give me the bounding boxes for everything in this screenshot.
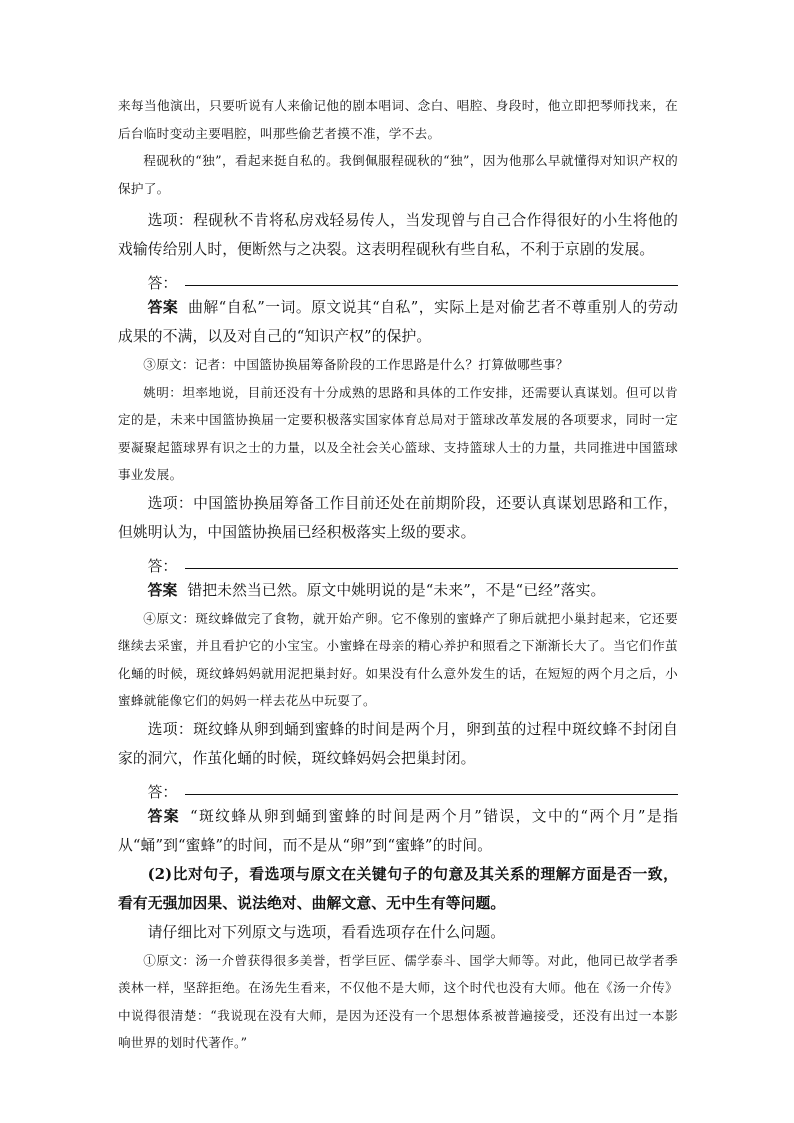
answer-underline[interactable] [185, 568, 678, 569]
option-paragraph: 选项：程砚秋不肯将私房戏轻易传人，当发现曾与自己合作得很好的小生将他的戏输传给别人时，便断然与之决裂。这表明程砚秋有些自私，不利于京剧的发展。 [118, 212, 678, 258]
answer-key-text: “斑纹蜂从卵到蛹到蜜蜂的时间是两个月”错误，文中的“两个月”是指从“蛹”到“蜜蜂”的时间，而不是从“卵”到“蜜蜂”的时间。 [118, 807, 678, 854]
answer-blank[interactable] [118, 547, 678, 576]
answer-key-label: 答案 [147, 807, 180, 825]
answer-key-label: 答案 [147, 299, 179, 316]
answer-underline[interactable] [185, 794, 678, 795]
quote-paragraph: 来每当他演出，只要听说有人来偷记他的剧本唱词、念白、唱腔、身段时，他立即把琴师找来，在后台临时变动主要唱腔，叫那些偷艺者摸不准，学不去。 [118, 98, 678, 141]
instruction-paragraph: 请仔细比对下列原文与选项，看看选项存在什么问题。 [147, 923, 506, 941]
document-page [118, 92, 678, 1057]
answer-key-paragraph [118, 802, 678, 860]
answer-label: 答： [147, 275, 178, 292]
answer-blank[interactable] [118, 264, 678, 293]
answer-key-text: 曲解“自私”一词。原文说其“自私”，实际上是对偷艺者不尊重别人的劳动成果的不满，以及对自己的“知识产权”的保护。 [118, 299, 678, 345]
quote-paragraph: 程砚秋的“独”，看起来挺自私的。我倒佩服程砚秋的“独”，因为他那么早就懂得对知识产权的保护了。 [118, 153, 678, 196]
method-heading-paragraph: (2)比对句子，看选项与原文在关键句子的句意及其关系的理解方面是否一致，看有无强加因果、说法绝对、曲解文意、无中生有等问题。 [118, 865, 678, 912]
answer-label: 答： [147, 557, 178, 575]
answer-key-paragraph [118, 293, 678, 351]
answer-underline[interactable] [185, 285, 678, 286]
quote-paragraph: ④原文：斑纹蜂做完了食物，就开始产卵。它不像别的蜜蜂产了卵后就把小巢封起来，它还要继续去采蜜，并且看护它的小宝宝。小蜜蜂在母亲的精心养护和照看之下渐渐长大了。当它们作茧化蛹的时候，斑纹蜂妈妈就用泥把巢封好。如果没有什么意外发生的话，在短短的两个月之后，小蜜蜂就能像它们的妈妈一样去花丛中玩耍了。 [118, 610, 678, 708]
quote-paragraph: ①原文：汤一介曾获得很多美誉，哲学巨匠、儒学泰斗、国学大师等。对此，他同已故学者季羡林一样，坚辞拒绝。在汤先生看来，不仅他不是大师，这个时代也没有大师。他在《汤一介传》中说得很清楚：“我说现在没有大师，是因为还没有一个思想体系被普遍接受，还没有出过一本影响世界的划时代著作。” [118, 952, 678, 1050]
option-paragraph: 选项：斑纹蜂从卵到蛹到蜜蜂的时间是两个月，卵到茧的过程中斑纹蜂不封闭自家的洞穴，作茧化蛹的时候，斑纹蜂妈妈会把巢封闭。 [118, 720, 678, 767]
quote-paragraph: 姚明：坦率地说，目前还没有十分成熟的思路和具体的工作安排，还需要认真谋划。但可以肯定的是，未来中国篮协换届一定要积极落实国家体育总局对于篮球改革发展的各项要求，同时一定要凝聚起篮球界有识之士的力量，以及全社会关心篮球、支持篮球人士的力量，共同推进中国篮球事业发展。 [118, 384, 678, 482]
answer-blank[interactable] [118, 773, 678, 802]
answer-key-label: 答案 [147, 581, 178, 599]
answer-key-text: 错把未然当已然。原文中姚明说的是“未来”，不是“已经”落实。 [187, 581, 606, 599]
option-paragraph: 选项：中国篮协换届筹备工作目前还处在前期阶段，还要认真谋划思路和工作，但姚明认为，中国篮协换届已经积极落实上级的要求。 [118, 494, 678, 541]
quote-paragraph: ③原文：记者：中国篮协换届筹备阶段的工作思路是什么？打算做哪些事？ [143, 357, 569, 372]
answer-key-paragraph [118, 576, 678, 605]
answer-label: 答： [147, 783, 178, 801]
